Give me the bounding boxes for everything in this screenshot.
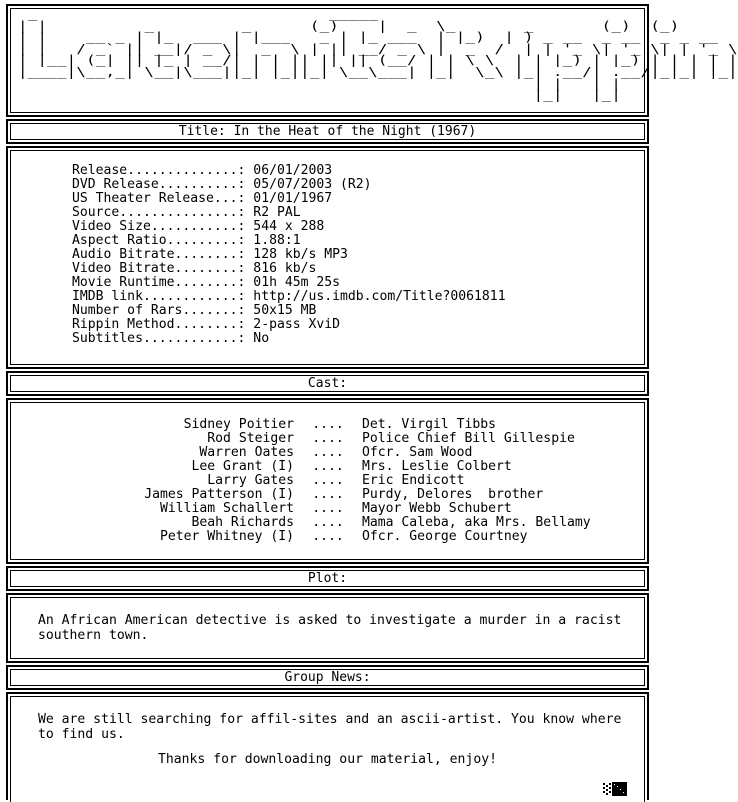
cast-dots: ....: [312, 529, 344, 544]
info-source: Source...............: R2 PAL: [72, 205, 301, 220]
info-release: Release..............: 06/01/2003: [72, 163, 333, 178]
cast-role: Purdy, Delores brother: [362, 487, 544, 502]
cast-dots: ....: [312, 501, 344, 516]
cast-actor: Larry Gates: [207, 473, 294, 488]
cast-row: [8, 460, 591, 474]
info-aspect-ratio: Aspect Ratio.........: 1.88:1: [72, 233, 301, 248]
info-rippin-method: Rippin Method........: 2-pass XviD: [72, 317, 341, 332]
info-audio-bitrate: Audio Bitrate........: 128 kb/s MP3: [72, 247, 348, 262]
cast-actor: Beah Richards: [191, 515, 294, 530]
cast-dots: ....: [312, 431, 344, 446]
cast-role: Mrs. Leslie Colbert: [362, 459, 512, 474]
ascii-banner-art: _ _____ | | _ _ (_) | _ \_ _ (_) (_) | | __ _ | |_ ___ | |___ _ | |_ ___ | |_) | ) _ __ _ __ _ _ __ | | / _` || __|/ _ \| _ \ | || __/ _ \ | _ / | | '_ \| '_ \| | '_ \ | |__| (_| || |_ | __/| | | || || || (__/ | | \ \ | | |_) | |_) | | | | | |____|\__,_| \__|\___||_| |_||_| \__\___| |_| \_\ |_| .__/| .__/|_|_| |_| | | | | |_| |_|: [18, 6, 738, 103]
cast-dots: ....: [312, 417, 344, 432]
cast-dots: ....: [312, 445, 344, 460]
cast-actor: Warren Oates: [199, 445, 294, 460]
cast-role: Det. Virgil Tibbs: [362, 417, 497, 432]
group-news-heading: Group News:: [284, 670, 371, 685]
release-info-box: [6, 146, 649, 369]
cast-row: [8, 488, 591, 502]
cast-row: [8, 502, 591, 516]
cast-actor: Sidney Poitier: [183, 417, 294, 432]
cast-row: [8, 432, 591, 446]
cast-actor: Lee Grant (I): [191, 459, 294, 474]
cast-role: Ofcr. George Courtney: [362, 529, 528, 544]
cast-actor: Peter Whitney (I): [159, 529, 294, 544]
cast-table: [8, 418, 591, 544]
cast-row: [8, 474, 591, 488]
release-title: Title: In the Heat of the Night (1967): [178, 124, 477, 139]
cast-dots: ....: [312, 459, 344, 474]
cast-actor: William Schallert: [159, 501, 294, 516]
info-number-of-rars: Number of Rars.......: 50x15 MB: [72, 303, 317, 318]
plot-header-box: [6, 566, 649, 591]
title-bar: [6, 119, 649, 144]
banner-box: [6, 4, 738, 117]
cast-row: [8, 446, 591, 460]
cast-role: Mayor Webb Schubert: [362, 501, 512, 516]
plot-heading: Plot:: [307, 571, 348, 586]
group-news-header-box: [6, 665, 649, 690]
group-news-text: We are still searching for affil-sites and an ascii-artist. You know where to find us.: [38, 712, 622, 742]
info-imdb-link: IMDB link............: http://us.imdb.com/Title?0061811: [72, 289, 506, 304]
cast-heading: Cast:: [307, 376, 348, 391]
cast-header-box: [6, 371, 649, 396]
info-subtitles: Subtitles............: No: [72, 331, 270, 346]
cast-role: Police Chief Bill Gillespie: [362, 431, 575, 446]
plot-box: [6, 593, 649, 663]
info-movie-runtime: Movie Runtime........: 01h 45m 25s: [72, 275, 341, 290]
cast-dots: ....: [312, 515, 344, 530]
cast-actor: James Patterson (I): [144, 487, 294, 502]
group-news-box: [6, 692, 649, 800]
cast-row: [8, 530, 591, 544]
pixel-logo-icon: [603, 782, 627, 796]
info-dvd-release: DVD Release..........: 05/07/2003 (R2): [72, 177, 372, 192]
cast-role: Mama Caleba, aka Mrs. Bellamy: [362, 515, 591, 530]
cast-role: Eric Endicott: [362, 473, 465, 488]
cast-dots: ....: [312, 473, 344, 488]
cast-role: Ofcr. Sam Wood: [362, 445, 473, 460]
cast-box: [6, 398, 649, 564]
info-video-size: Video Size...........: 544 x 288: [72, 219, 325, 234]
cast-actor: Rod Steiger: [207, 431, 294, 446]
info-us-theater-release: US Theater Release...: 01/01/1967: [72, 191, 333, 206]
plot-text: An African American detective is asked to investigate a murder in a racist southern town.: [38, 613, 622, 643]
thanks-message: Thanks for downloading our material, enjoy!: [158, 752, 497, 767]
info-video-bitrate: Video Bitrate........: 816 kb/s: [72, 261, 317, 276]
cast-dots: ....: [312, 487, 344, 502]
cast-row: [8, 418, 591, 432]
cast-row: [8, 516, 591, 530]
release-info-list: [72, 164, 506, 346]
